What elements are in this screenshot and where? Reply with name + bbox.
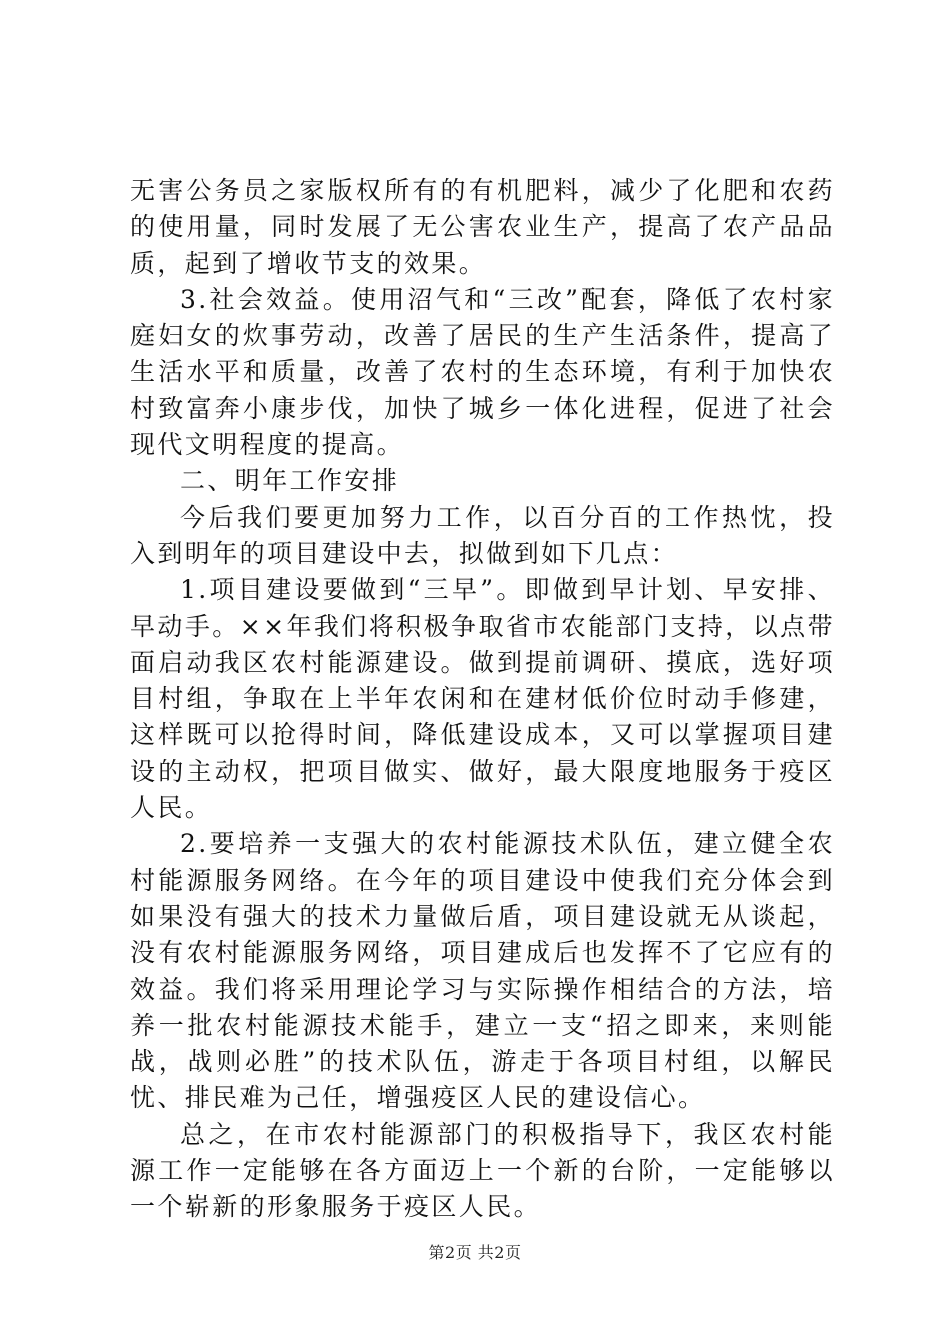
paragraph-conclusion: 总之，在市农村能源部门的积极指导下，我区农村能源工作一定能够在各方面迈上一个新的台阶，一定能够以一个崭新的形象服务于疫区人民。 [130,1119,835,1222]
page-footer: 第2页 共2页 [428,1243,522,1262]
paragraph-item-1: 1.项目建设要做到“三早”。即做到早计划、早安排、早动手。××年我们将积极争取省市农能部门支持，以点带面启动我区农村能源建设。做到提前调研、摸底，选好项目村组，争取在上半年农闲和在建材低价位时动手修建，这样既可以抢得时间，降低建设成本，又可以掌握项目建设的主动权，把项目做实、做好，最大限度地服务于疫区人民。 [130,575,835,823]
paragraph-continuation: 无害公务员之家版权所有的有机肥料，减少了化肥和农药的使用量，同时发展了无公害农业生产，提高了农产品品质，起到了增收节支的效果。 [130,176,835,278]
paragraph-item-2: 2.要培养一支强大的农村能源技术队伍，建立健全农村能源服务网络。在今年的项目建设中使我们充分体会到如果没有强大的技术力量做后盾，项目建设就无从谈起，没有农村能源服务网络，项目建成后也发挥不了它应有的效益。我们将采用理论学习与实际操作相结合的方法，培养一批农村能源技术能手，建立一支“招之即来，来则能战，战则必胜”的技术队伍，游走于各项目村组，以解民忧、排民难为己任，增强疫区人民的建设信心。 [130,829,835,1113]
section-heading: 二、明年工作安排 [180,466,400,496]
paragraph-social-benefits: 3.社会效益。使用沼气和“三改”配套，降低了农村家庭妇女的炊事劳动，改善了居民的生产生活条件，提高了生活水平和质量，改善了农村的生态环境，有利于加快农村致富奔小康步伐，加快了城乡一体化进程，促进了社会现代文明程度的提高。 [130,284,835,460]
paragraph-intro: 今后我们要更加努力工作，以百分百的工作热忱，投入到明年的项目建设中去，拟做到如下几点： [130,502,835,568]
document-body [130,173,835,1226]
